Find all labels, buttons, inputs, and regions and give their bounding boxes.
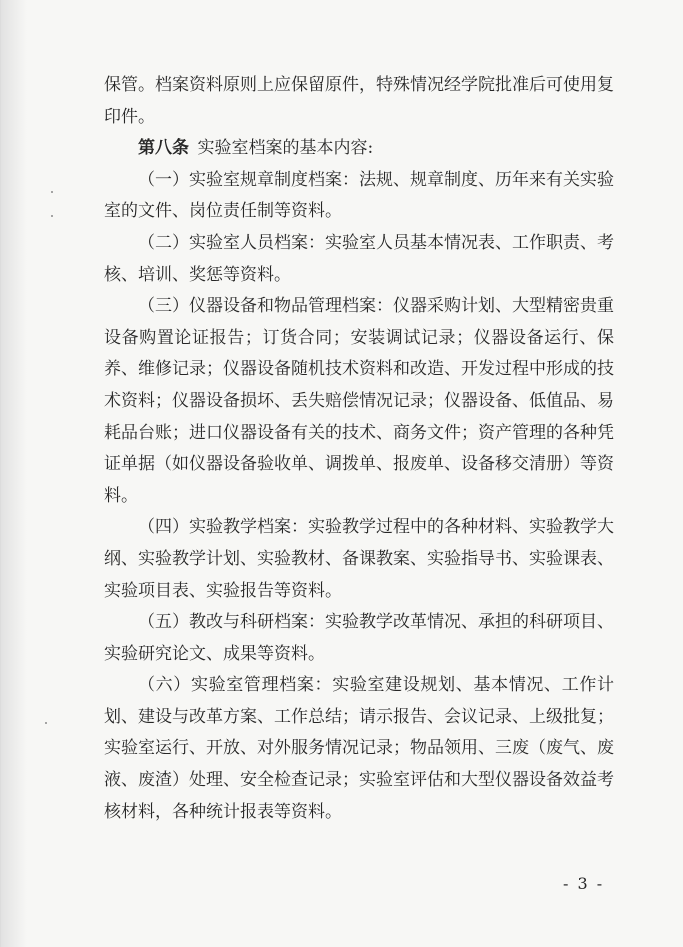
article-eight (104, 133, 614, 165)
scan-fold-shadow (1, 0, 27, 947)
scan-speck (51, 215, 53, 217)
item-personnel-archive: （二）实验室人员档案：实验室人员基本情况表、工作职责、考核、培训、奖惩等资料。 (104, 232, 614, 285)
page-number: - 3 - (563, 874, 605, 893)
scan-speck (51, 191, 53, 193)
item-rules-archive: （一）实验室规章制度档案：法规、规章制度、历年来有关实验室的文件、岗位责任制等资料。 (104, 169, 614, 222)
item-teaching-archive: （四）实验教学档案：实验教学过程中的各种材料、实验教学大纲、实验教学计划、实验教材、备课教案、实验指导书、实验课表、实验项目表、实验报告等资料。 (104, 517, 614, 601)
continuation-paragraph: 保管。档案资料原则上应保留原件，特殊情况经学院批准后可使用复印件。 (104, 75, 614, 127)
item-management-archive: （六）实验室管理档案：实验室建设规划、基本情况、工作计划、建设与改革方案、工作总结；请示报告、会议记录、上级批复；实验室运行、开放、对外服务情况记录；物品领用、三废（废气、废液、废渣）处理、安全检查记录；实验室评估和大型仪器设备效益考核材料，各种统计报表等资料。 (104, 675, 614, 822)
scan-speck (45, 722, 47, 724)
item-equipment-archive: （三）仪器设备和物品管理档案：仪器采购计划、大型精密贵重设备购置论证报告；订货合同；安装调试记录；仪器设备运行、保养、维修记录；仪器设备随机技术资料和改造、开发过程中形成的技术资料；仪器设备损坏、丢失赔偿情况记录；仪器设备、低值品、易耗品台账；进口仪器设备有关的技术、商务文件；资产管理的各种凭证单据（如仪器设备验收单、调拨单、报废单、设备移交清册）等资料。 (104, 296, 614, 506)
article-heading: 第八条 (138, 138, 189, 159)
document-body (104, 70, 614, 828)
article-intro: 实验室档案的基本内容: (197, 138, 374, 159)
item-research-archive: （五）教改与科研档案：实验教学改革情况、承担的科研项目、实验研究论文、成果等资料。 (104, 612, 614, 664)
